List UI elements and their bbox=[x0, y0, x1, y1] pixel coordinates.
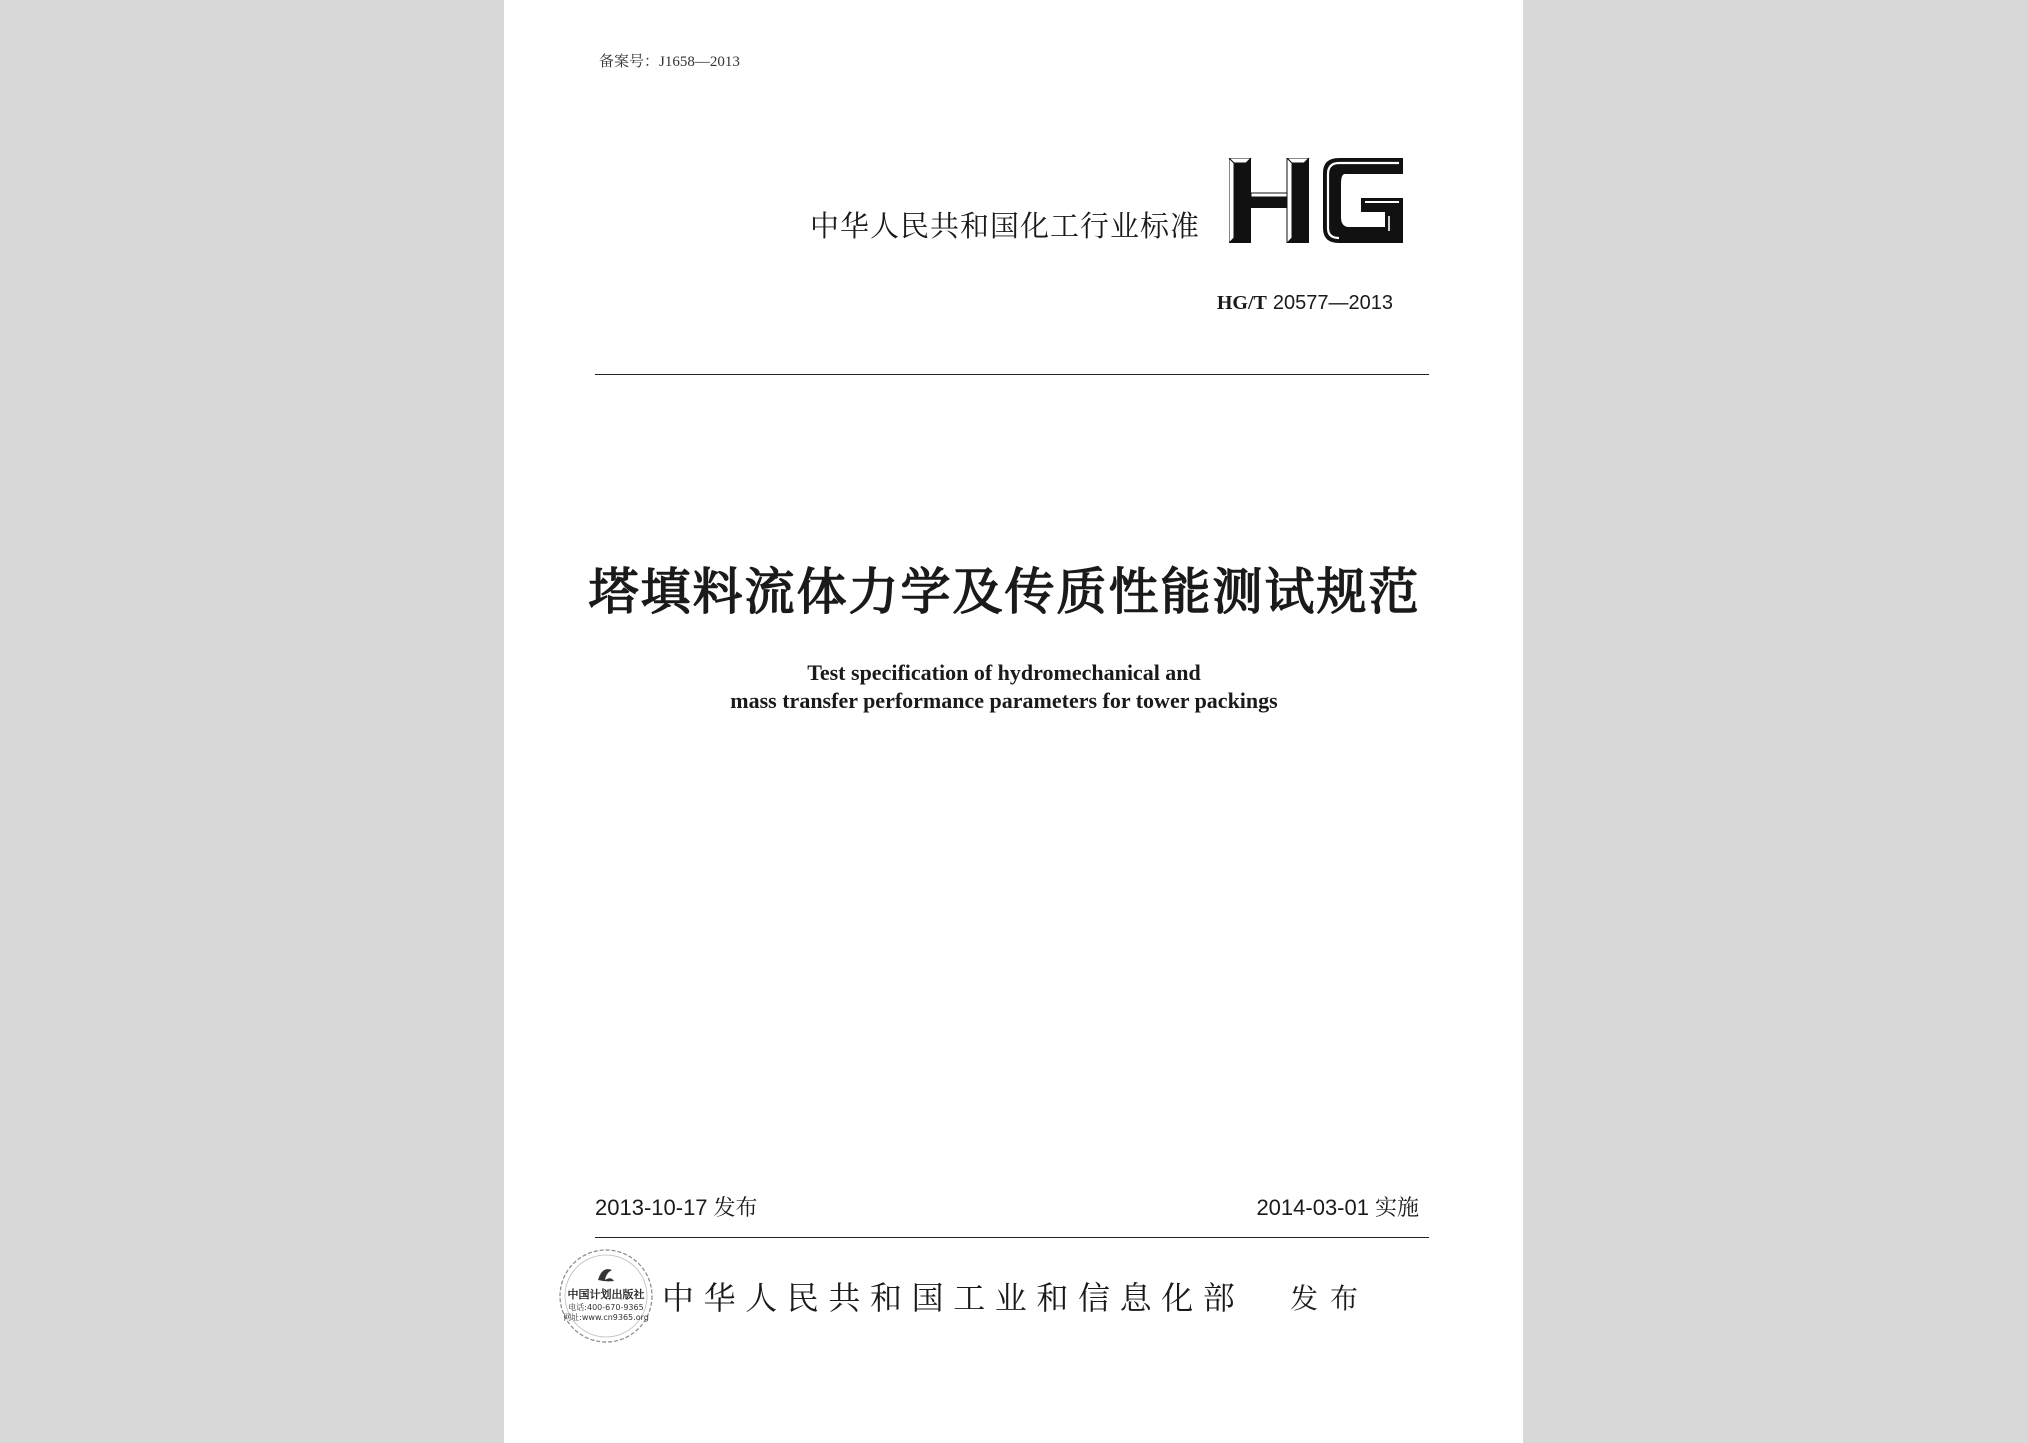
stamp-website: 网址:www.cn9365.org bbox=[563, 1313, 649, 1322]
standard-code-prefix: HG/T bbox=[1216, 292, 1267, 314]
stamp-phone: 电话:400-670-9365 bbox=[568, 1303, 644, 1312]
top-divider bbox=[595, 374, 1429, 375]
issue-date-value: 2013-10-17 bbox=[595, 1195, 708, 1220]
publisher-name: 中华人民共和国工业和信息化部 bbox=[662, 1279, 1245, 1317]
standard-code-number: 20577—2013 bbox=[1272, 292, 1393, 314]
effective-date bbox=[1256, 1194, 1419, 1223]
stamp-publisher-name: 中国计划出版社 bbox=[567, 1288, 645, 1301]
effective-date-value: 2014-03-01 bbox=[1256, 1195, 1369, 1220]
publish-label: 发布 bbox=[1290, 1282, 1371, 1315]
hg-logo bbox=[1229, 158, 1403, 243]
standard-code bbox=[1217, 290, 1393, 316]
issue-date-label: 发布 bbox=[713, 1196, 758, 1221]
effective-date-label: 实施 bbox=[1374, 1196, 1419, 1221]
title-chinese: 塔填料流体力学及传质性能测试规范 bbox=[588, 563, 1421, 621]
issuer-header: 中华人民共和国化工行业标准 bbox=[810, 209, 1201, 243]
logo-letter-h bbox=[1229, 158, 1309, 243]
document-page bbox=[504, 0, 1523, 1443]
filing-number: 备案号：J1658—2013 bbox=[599, 54, 740, 70]
stamp-emblem bbox=[598, 1269, 614, 1281]
publisher-stamp bbox=[548, 1246, 664, 1350]
issue-date bbox=[595, 1194, 758, 1223]
title-english-line-1: Test specification of hydromechanical and bbox=[807, 660, 1201, 685]
title-english-line-2: mass transfer performance parameters for tower packings bbox=[730, 688, 1278, 713]
logo-letter-g bbox=[1323, 158, 1403, 243]
bottom-divider bbox=[595, 1237, 1429, 1238]
